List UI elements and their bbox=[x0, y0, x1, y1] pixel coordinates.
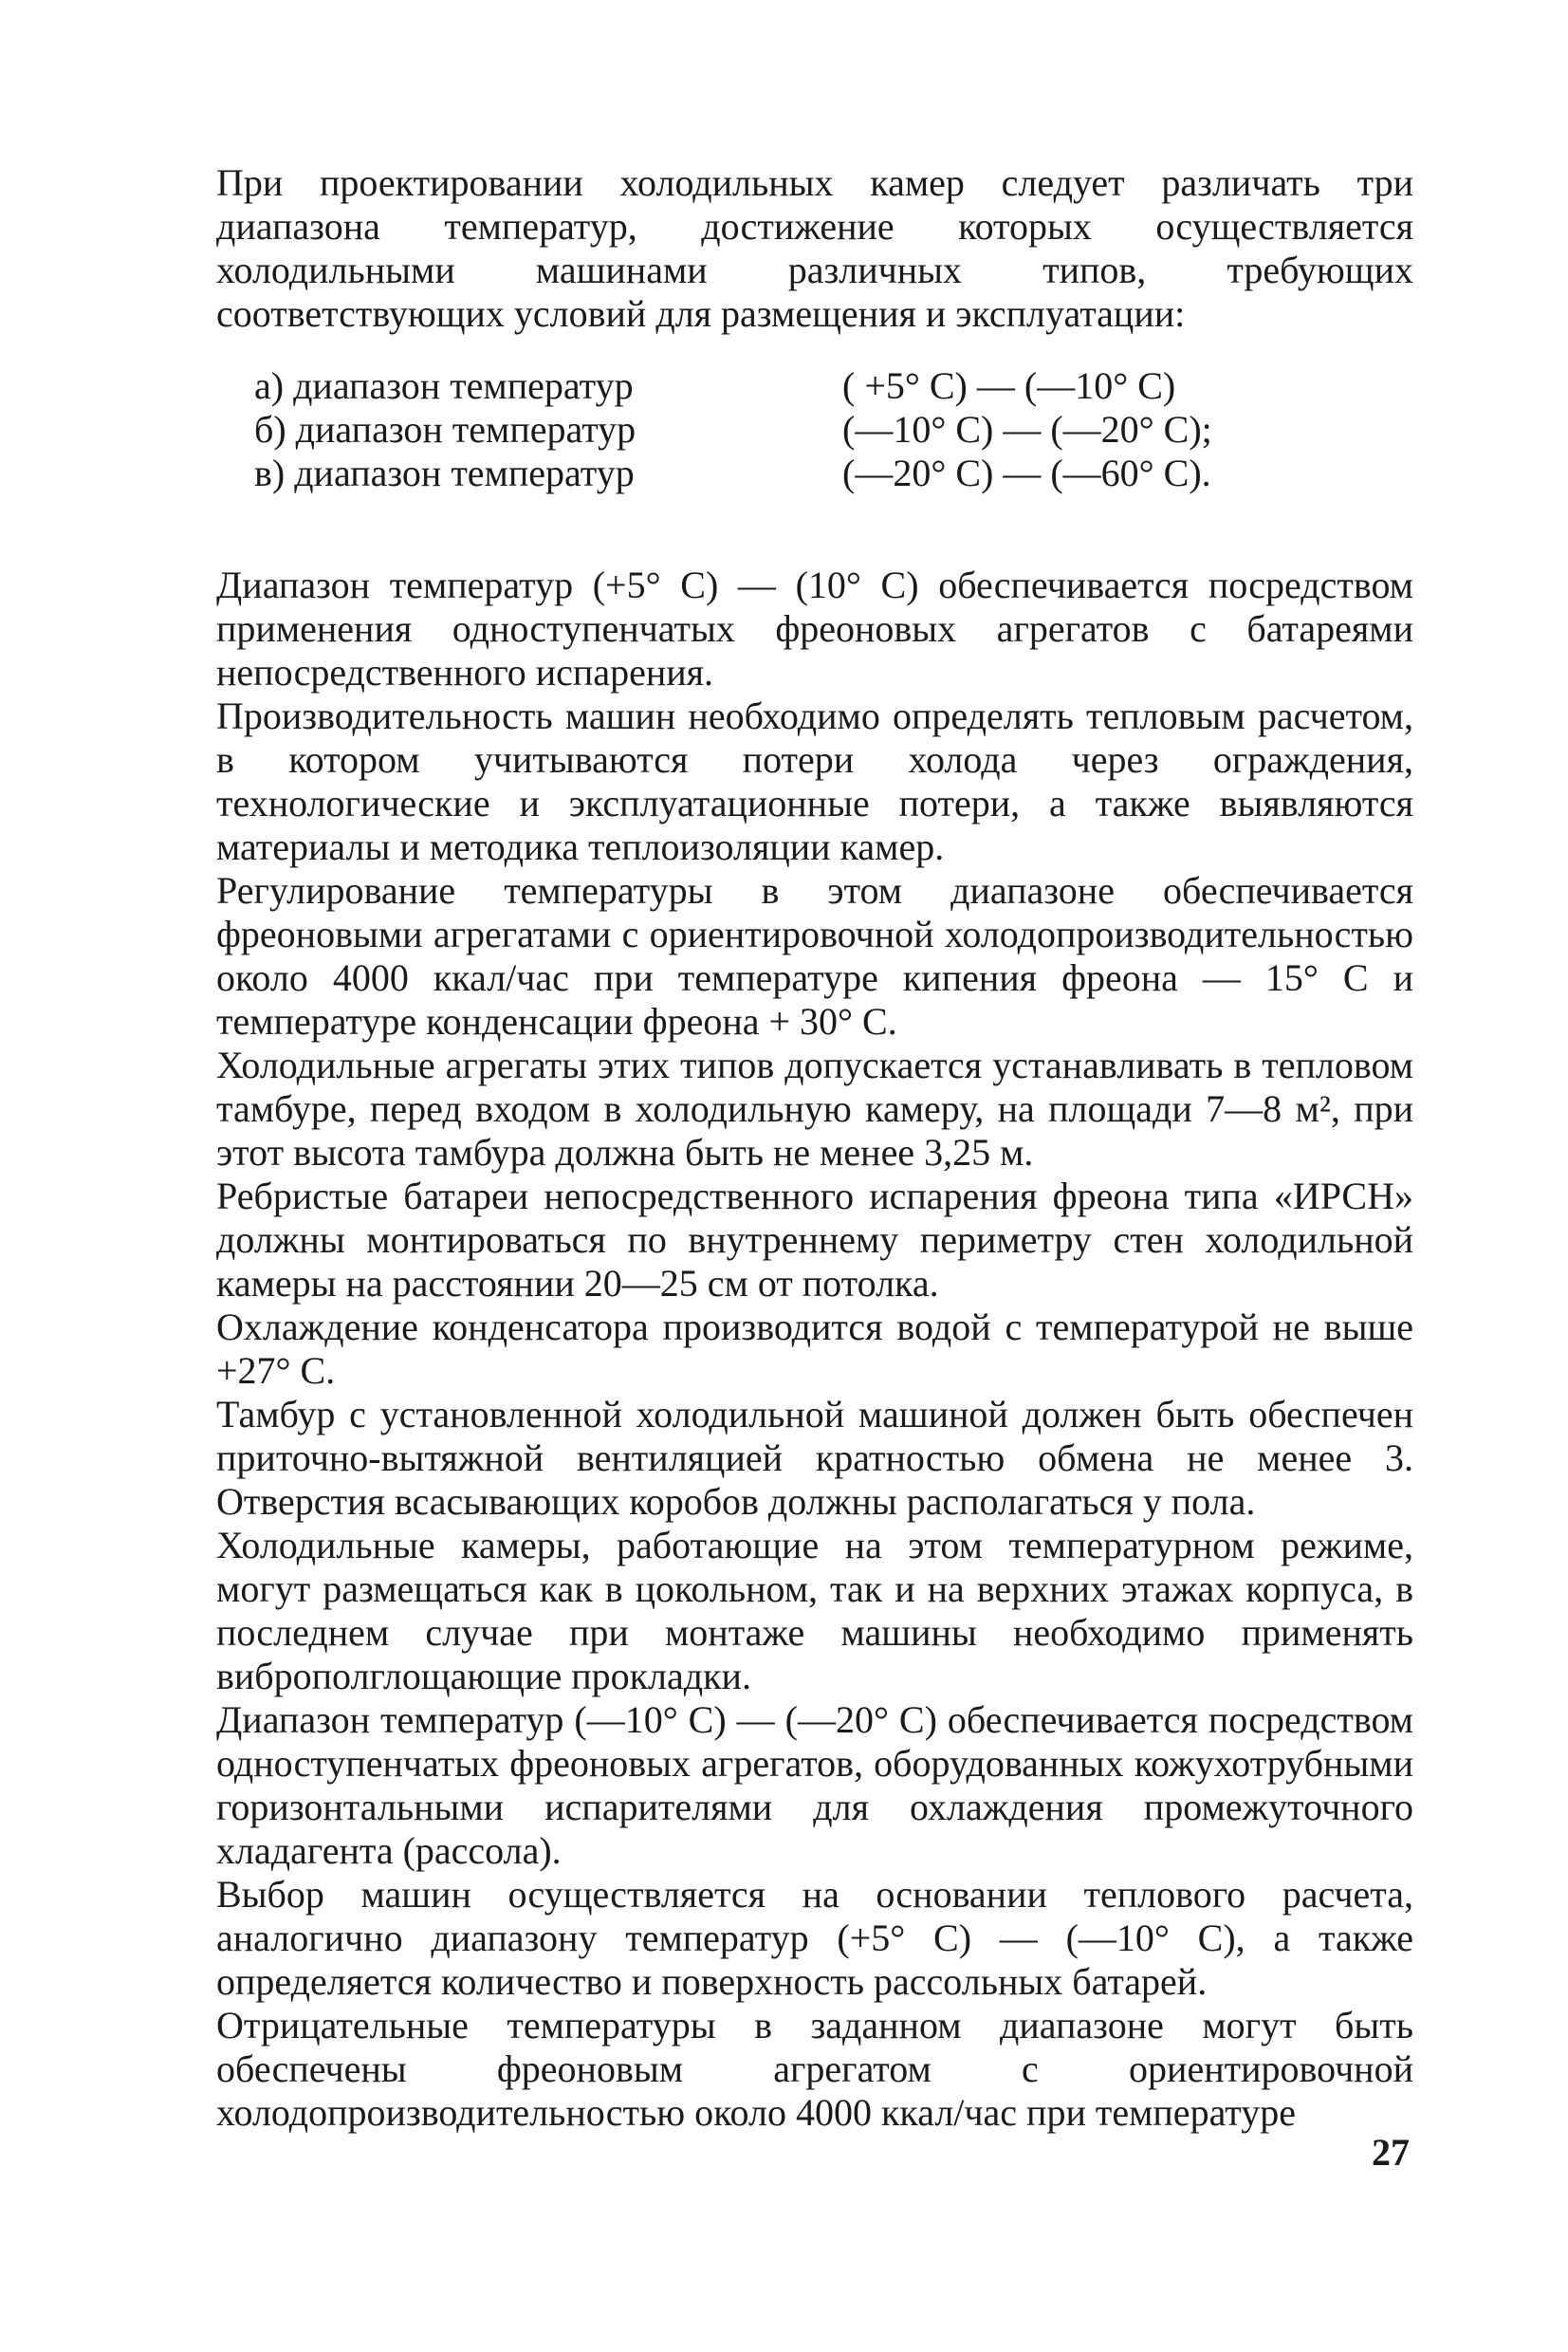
range-value: (—10° С) — (—20° С); bbox=[842, 408, 1212, 451]
intro-paragraph: При проектировании холодильных камер следует различать три диапазона температур, достижение которых осуществляется холодильными машинами различных типов, требующих соответствующих условий для размещения и эксплуатации: bbox=[216, 161, 1413, 335]
paragraph-2: Производительность машин необходимо определять тепловым расчетом, в котором учитываются потери холода через ограждения, технологические и эксплуатационные потери, а также выявляются материалы и методика теплоизоляции камер. bbox=[216, 694, 1413, 868]
paragraph-7: Тамбур с установленной холодильной машиной должен быть обеспечен приточно-вытяжной вентиляцией кратностью обмена не менее 3. Отверстия всасывающих коробов должны располагаться у пола. bbox=[216, 1393, 1413, 1523]
range-label: в) диапазон температур bbox=[254, 452, 635, 494]
paragraph-11: Отрицательные температуры в заданном диапазоне могут быть обеспечены фреоновым агрегатом с ориентировочной холодопроизводительностью около 4000 ккал/час при температуре bbox=[216, 2004, 1413, 2134]
paragraph-3: Регулирование температуры в этом диапазоне обеспечивается фреоновыми агрегатами с ориентировочной холодопроизводительностью около 4000 ккал/час при температуре кипения фреона — 15° С и температуре конденсации фреона + 30° С. bbox=[216, 869, 1413, 1043]
paragraph-8: Холодильные камеры, работающие на этом температурном режиме, могут размещаться как в цокольном, так и на верхних этажах корпуса, в последнем случае при монтаже машины необходимо применять виброполглощающие прокладки. bbox=[216, 1524, 1413, 1697]
paragraph-9: Диапазон температур (—10° С) — (—20° С) обеспечивается посредством одноступенчатых фреоновых агрегатов, оборудованных кожухотрубными горизонтальными испарителями для охлаждения промежуточного хладагента (рассола). bbox=[216, 1698, 1413, 1872]
range-label: б) диапазон температур bbox=[254, 408, 636, 451]
range-value: (—20° С) — (—60° С). bbox=[842, 452, 1211, 494]
page-number: 27 bbox=[1372, 2131, 1410, 2174]
paragraph-10: Выбор машин осуществляется на основании теплового расчета, аналогично диапазону температур (+5° С) — (—10° С), а также определяется количество и поверхность рассольных батарей. bbox=[216, 1873, 1413, 2003]
range-label: а) диапазон температур bbox=[254, 364, 634, 407]
page-body bbox=[216, 161, 1413, 2135]
paragraph-6: Охлаждение конденсатора производится водой с температурой не выше +27° С. bbox=[216, 1306, 1413, 1392]
paragraph-4: Холодильные агрегаты этих типов допускается устанавливать в тепловом тамбуре, перед входом в холодильную камеру, на площади 7—8 м², при этот высота тамбура должна быть не менее 3,25 м. bbox=[216, 1044, 1413, 1174]
paragraph-1: Диапазон температур (+5° С) — (10° С) обеспечивается посредством применения одноступенчатых фреоновых агрегатов с батареями непосредственного испарения. bbox=[216, 564, 1413, 694]
temperature-ranges-list bbox=[254, 364, 1413, 495]
paragraph-5: Ребристые батареи непосредственного испарения фреона типа «ИРСН» должны монтироваться по внутреннему периметру стен холодильной камеры на расстоянии 20—25 см от потолка. bbox=[216, 1175, 1413, 1305]
range-item-b bbox=[254, 408, 1413, 452]
range-item-c bbox=[254, 452, 1413, 495]
range-item-a bbox=[254, 364, 1413, 408]
range-value: ( +5° С) — (—10° С) bbox=[842, 364, 1176, 407]
